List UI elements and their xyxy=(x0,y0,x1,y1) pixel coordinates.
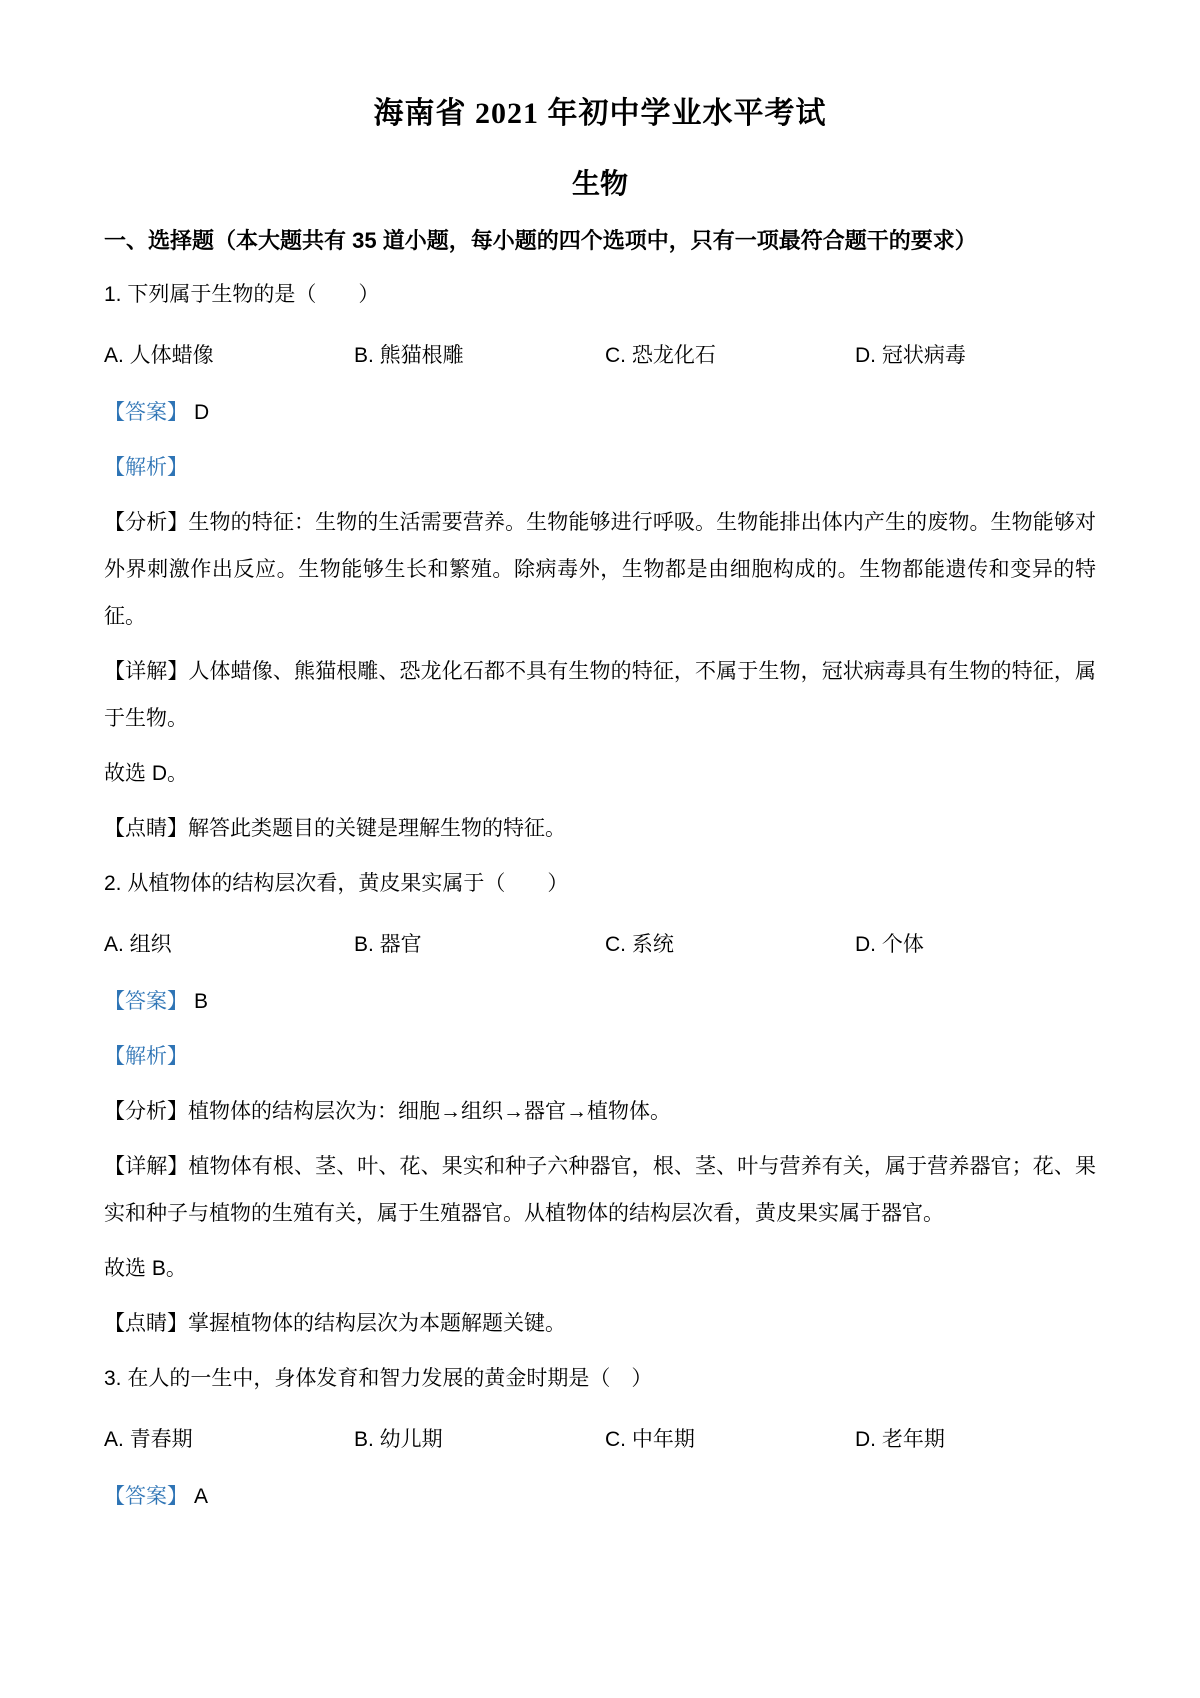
option-d: D. 老年期 xyxy=(855,1428,945,1451)
option-c: C. 系统 xyxy=(605,933,674,956)
analysis-label: 【解析】 xyxy=(104,1045,188,1068)
explanation-paragraph: 【点睛】解答此类题目的关键是理解生物的特征。 xyxy=(104,817,566,840)
option-c: C. 中年期 xyxy=(605,1428,695,1451)
explanation-paragraph: 【详解】植物体有根、茎、叶、花、果实和种子六种器官，根、茎、叶与营养有关，属于营养器官；花、果实和种子与植物的生殖有关，属于生殖器官。从植物体的结构层次看，黄皮果实属于器官。 xyxy=(104,1155,1096,1225)
option-a: A. 人体蜡像 xyxy=(104,344,214,367)
option-b: B. 熊猫根雕 xyxy=(354,344,464,367)
answer-line xyxy=(104,389,1096,436)
explanation-paragraph: 【分析】植物体的结构层次为：细胞→组织→器官→植物体。 xyxy=(104,1100,671,1123)
question-stem: 1. 下列属于生物的是（ ） xyxy=(104,283,380,306)
option-a: A. 组织 xyxy=(104,933,172,956)
answer-value: D xyxy=(194,401,210,424)
analysis-label-line xyxy=(104,444,1096,491)
analysis-label-line xyxy=(104,1033,1096,1080)
option-c: C. 恐龙化石 xyxy=(605,344,716,367)
option-b: B. 器官 xyxy=(354,933,422,956)
explanation-paragraph: 【分析】生物的特征：生物的生活需要营养。生物能够进行呼吸。生物能排出体内产生的废物。生物能够对外界刺激作出反应。生物能够生长和繁殖。除病毒外，生物都是由细胞构成的。生物都能遗传和变异的特征。 xyxy=(104,511,1096,628)
options-row xyxy=(104,1416,1096,1463)
answer-value: B xyxy=(194,990,209,1013)
answer-label: 【答案】 xyxy=(104,990,188,1013)
answer-value: A xyxy=(194,1485,209,1508)
options-row xyxy=(104,332,1096,379)
answer-label: 【答案】 xyxy=(104,401,188,424)
question-3 xyxy=(104,1355,1096,1520)
exam-title: 海南省 2021 年初中学业水平考试 xyxy=(373,97,827,130)
question-stem: 3. 在人的一生中，身体发育和智力发展的黄金时期是（ ） xyxy=(104,1367,653,1390)
option-b: B. 幼儿期 xyxy=(354,1428,443,1451)
option-d: D. 个体 xyxy=(855,933,924,956)
explanation-paragraphs xyxy=(104,499,1096,852)
section-header: 一、选择题（本大题共有 35 道小题，每小题的四个选项中，只有一项最符合题干的要求） xyxy=(104,228,977,253)
answer-line xyxy=(104,1473,1096,1520)
explanation-paragraph: 故选 B。 xyxy=(104,1257,187,1280)
explanation-paragraphs xyxy=(104,1088,1096,1347)
questions-container xyxy=(104,271,1096,1520)
analysis-label: 【解析】 xyxy=(104,456,188,479)
exam-subject: 生物 xyxy=(571,169,628,200)
answer-label: 【答案】 xyxy=(104,1485,188,1508)
option-d: D. 冠状病毒 xyxy=(855,344,966,367)
option-a: A. 青春期 xyxy=(104,1428,193,1451)
question-2 xyxy=(104,860,1096,1347)
options-row xyxy=(104,921,1096,968)
explanation-paragraph: 【详解】人体蜡像、熊猫根雕、恐龙化石都不具有生物的特征，不属于生物，冠状病毒具有生物的特征，属于生物。 xyxy=(104,660,1096,730)
question-stem: 2. 从植物体的结构层次看，黄皮果实属于（ ） xyxy=(104,872,569,895)
explanation-paragraph: 【点睛】掌握植物体的结构层次为本题解题关键。 xyxy=(104,1312,566,1335)
explanation-paragraph: 故选 D。 xyxy=(104,762,188,785)
question-1 xyxy=(104,271,1096,852)
answer-line xyxy=(104,978,1096,1025)
